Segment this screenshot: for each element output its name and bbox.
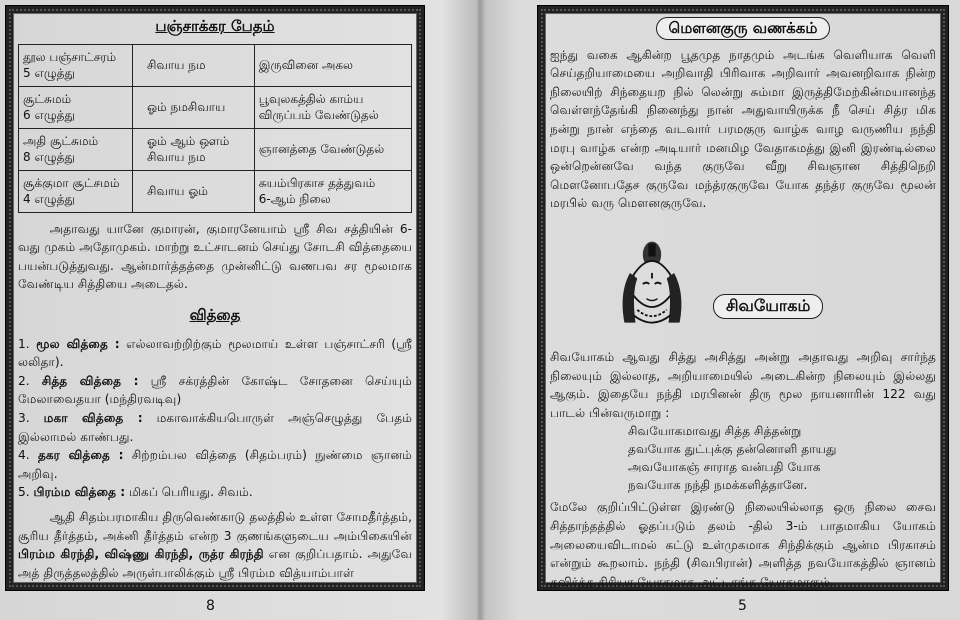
list-item-number: 1. <box>18 336 37 351</box>
table-row <box>19 170 412 212</box>
right-para-3: மேலே குறிப்பிட்டுள்ள இரண்டு நிலையில்லாத ஒரு நிலை சைவ சித்தாந்தத்தில் ஓதப்படும் தலம் -தில் 3-ம் பாதமாகிய யோகம் அலையைவிடாமல் கட்டு உள்முகமாக சிந்திக்கும் ஆன்ம பிரகாசம் என்றும் கூறலாம். நந்தி (சிவபிரான்) அளித்த நவயோகத்தில் ஞானம் தவிர்த்த கிரியா யோகமாக அட்டாங்க யோகமாகும். <box>550 500 936 589</box>
table-cell: இருவினை அகல <box>254 44 411 86</box>
left-page-content <box>18 17 412 580</box>
table-cell: பூவுலகத்தில் காம்ய விருப்பம் வேண்டுதல் <box>254 86 411 128</box>
right-para-1: ஐந்து வகை ஆகின்ற பூதமுத நாதமும் அடங்க வெளியாக வெளி செய்தறியாமையை அறிவாதி பிரிவாக அறிவார் அவனறிவாக நின்ற நிலையிற் சிந்தையற நில் லென்று சும்மா இருத்திமேற்கின்மயானந்த வெள்ளந்தேங்கி நினைந்து நான் அதுவாயிருக்க நீ செய் சித்ர மிக நன்று நான் எந்தை வடவார் பரமகுரு வாழ்க வாழ வருணிய நந்தி மரபு வாழ்க என்ற அடியார் மனமிழ வேதாகமத்து இனி இரண்டில்லை ஒன்றென்னவே வந்த குருவே வீறு சிவஞான சித்திநெறி மௌனோபதேச குருவே மந்த்ரகுருவே யோக தந்த்ர குருவே மூலன் மரபில் வரு மௌனகுருவே. <box>550 47 936 211</box>
list-item-term: மகா வித்தை : <box>43 410 143 425</box>
table-cell: சிவாய நம <box>132 44 254 86</box>
tirumular-verse <box>550 422 936 494</box>
list-item-number: 5. <box>18 485 34 500</box>
left-page-heading: பஞ்சாக்கர பேதம் <box>155 17 275 35</box>
list-item-term: தகர வித்தை : <box>37 448 124 463</box>
table-row <box>19 44 412 86</box>
table-cell: தூல பஞ்சாட்சரம் 5 எழுத்து <box>19 44 133 86</box>
list-item-number: 3. <box>18 410 44 425</box>
table-cell: சிவாய ஓம் <box>132 170 254 212</box>
shiva-illustration <box>606 238 698 330</box>
table-cell: சுயம்பிரகாச தத்துவம் 6-ஆம் நிலை <box>254 170 411 212</box>
list-item-text: மிகப் பெரியது. சிவம். <box>125 485 253 500</box>
list-item-text: ஸ்ரீ சக்ரத்தின் கோஷ்ட சோதனை செய்யும் மேலாவைதயா (மந்திரவடிவு) <box>18 373 412 407</box>
list-item-text: மகாவாக்கியபொருள் அஞ்செழுத்து பேதம் இல்லாமல் காண்பது. <box>18 410 412 444</box>
verse-line: சிவயோகமாவது சித்த சித்தன்று <box>628 424 802 439</box>
left-page <box>6 6 424 590</box>
list-item-term: மூல வித்தை : <box>36 336 120 351</box>
right-page-number: 5 <box>738 598 747 614</box>
table-cell: சூக்குமா சூட்சமம் 4 எழுத்து <box>19 170 133 212</box>
left-para-2-part-a: ஆதி சிதம்பரமாகிய திருவெண்காடு தலத்தில் உள்ள சோமதீர்த்தம், சூரிய தீர்த்தம், அக்னி தீர்த்தம் என்ற 3 குணங்களுடைய அம்பிகையின் <box>18 509 412 543</box>
list-item-term: பிரம்ம வித்தை : <box>33 485 126 500</box>
left-page-number: 8 <box>206 598 215 614</box>
table-cell: சூட்சுமம் 6 எழுத்து <box>19 86 133 128</box>
left-para-2 <box>18 508 412 582</box>
sivayogam-heading-wrap <box>713 294 823 319</box>
list-item-term: சித்த வித்தை : <box>41 373 139 388</box>
right-page-heading: மௌனகுரு வணக்கம் <box>656 17 831 40</box>
table-cell: ஓம் ஆம் ஔம் சிவாய நம <box>132 128 254 170</box>
table-row <box>19 128 412 170</box>
list-item <box>18 372 412 409</box>
right-para-2: சிவயோகம் ஆவது சித்து அசித்து அன்று அதாவது அறிவு சார்ந்த நிலையும் இல்லாத, அறியாமையில் அடைகின்ற நிலையும் இல்லது ஆகும். இதையே நந்தி மரபினன் திரு மூல நாயனாரின் 122 வது பாடல் பின்வருமாறு : <box>550 350 936 420</box>
table-row <box>19 86 412 128</box>
vidhai-list <box>18 335 412 502</box>
table-cell: அதி சூட்சுமம் 8 எழுத்து <box>19 128 133 170</box>
left-para-1: அதாவது யானே குமாரன், குமாரனேயாம் ஸ்ரீ சிவ சத்தியின் 6-வது முகம் அதோமுகம். மாற்று உட்சாடனம் செய்து சோடசி வித்தையை பயன்படுத்துவது. ஆன்மார்த்தத்தை முன்னிட்டு வணபவ சர மூலமாக வேண்டிய சித்தியை அடைதல். <box>18 221 412 292</box>
list-item <box>18 409 412 446</box>
left-para-2-bold: பிரம்ம கிரந்தி, விஷ்ணு கிரந்தி, ருத்ர கிரந்தி <box>18 547 264 562</box>
list-item-text: சிற்றம்பல வித்தை (சிதம்பரம்) நுண்மை ஞானம் அறிவு. <box>18 448 412 481</box>
panchakshara-table <box>18 44 412 213</box>
list-item-number: 4. <box>18 448 38 463</box>
sivayogam-heading: சிவயோகம் <box>713 294 823 319</box>
verse-line: தவயோக துட்புக்கு தன்னொளி தாயது <box>628 442 837 457</box>
list-item <box>18 335 412 372</box>
left-para-2-part-c: என குறிப்பதாம். அதுவே அத் திருத்தலத்தில் அருள்பாலிக்கும் ஸ்ரீ பிரம்ம வித்யாம்பாள் <box>18 547 412 580</box>
table-cell: ஞானத்தை வேண்டுதல் <box>254 128 411 170</box>
list-item-number: 2. <box>18 373 42 388</box>
vidhai-heading: வித்தை <box>189 305 241 324</box>
list-item <box>18 483 412 502</box>
right-page <box>538 6 948 590</box>
table-cell: ஓம் நமசிவாய <box>132 86 254 128</box>
verse-line: அவயோகஞ் சாராத வன்பதி யோக <box>628 460 821 475</box>
list-item-text: எல்லாவற்றிற்கும் மூலமாய் உள்ள பஞ்சாட்சரி (ஸ்ரீ லலிதா). <box>18 336 412 370</box>
list-item <box>18 446 412 483</box>
right-page-lower-content <box>550 348 936 589</box>
verse-line: நவயோக நந்தி நமக்களித்தானே. <box>628 478 808 493</box>
